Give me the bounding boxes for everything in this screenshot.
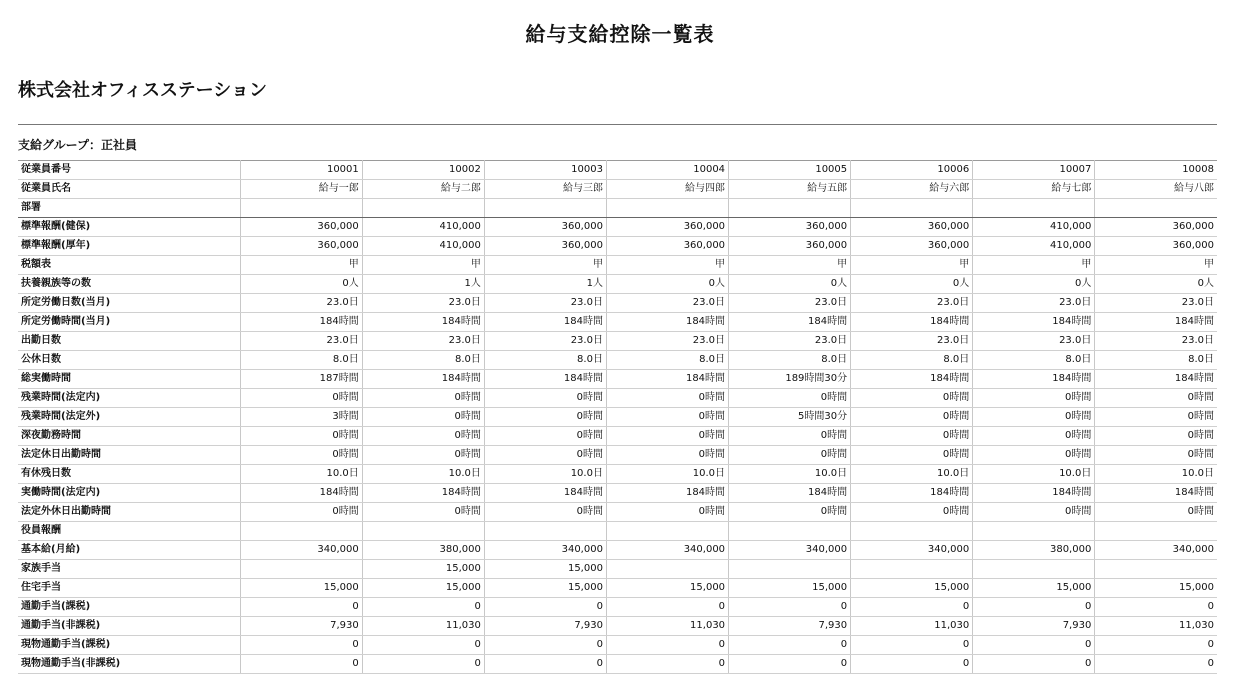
table-cell: 0人: [1095, 275, 1217, 294]
table-cell: 0時間: [729, 503, 851, 522]
table-cell: 0: [729, 598, 851, 617]
table-cell: 甲: [606, 256, 728, 275]
table-cell: 8.0日: [240, 351, 362, 370]
table-cell: 0人: [729, 275, 851, 294]
table-cell: 184時間: [729, 313, 851, 332]
row-label: 扶養親族等の数: [18, 275, 240, 294]
row-label: 法定外休日出勤時間: [18, 503, 240, 522]
table-cell: 184時間: [973, 313, 1095, 332]
table-row: [18, 199, 1217, 218]
table-cell: 0: [851, 636, 973, 655]
table-cell: 0時間: [362, 408, 484, 427]
table-row: [18, 275, 1217, 294]
table-cell: 340,000: [484, 541, 606, 560]
table-cell: 23.0日: [1095, 332, 1217, 351]
table-cell: 0時間: [1095, 446, 1217, 465]
table-cell: 23.0日: [362, 332, 484, 351]
table-cell: 7,930: [973, 617, 1095, 636]
table-cell: 10.0日: [606, 465, 728, 484]
table-cell: 0時間: [973, 446, 1095, 465]
table-cell: 0人: [606, 275, 728, 294]
table-cell: [484, 522, 606, 541]
row-label: 出勤日数: [18, 332, 240, 351]
table-cell: 8.0日: [1095, 351, 1217, 370]
row-label: 通勤手当(課税): [18, 598, 240, 617]
table-cell: 甲: [729, 256, 851, 275]
table-row: [18, 313, 1217, 332]
table-cell: 甲: [484, 256, 606, 275]
table-cell: 15,000: [1095, 579, 1217, 598]
table-cell: 10.0日: [362, 465, 484, 484]
table-cell: 15,000: [240, 579, 362, 598]
table-cell: 0時間: [851, 389, 973, 408]
table-row: [18, 617, 1217, 636]
group-label: 支給グループ：正社員: [18, 138, 138, 152]
table-cell: [973, 199, 1095, 218]
table-cell: 184時間: [362, 313, 484, 332]
table-cell: 給与一郎: [240, 180, 362, 199]
table-cell: 184時間: [973, 370, 1095, 389]
table-cell: [851, 522, 973, 541]
table-cell: 0時間: [973, 408, 1095, 427]
table-cell: 10002: [362, 161, 484, 180]
table-cell: 360,000: [851, 237, 973, 256]
table-cell: 0時間: [973, 427, 1095, 446]
table-cell: 0: [240, 655, 362, 674]
table-row: [18, 522, 1217, 541]
table-cell: 0時間: [729, 446, 851, 465]
table-cell: [606, 522, 728, 541]
table-row: [18, 332, 1217, 351]
table-cell: 23.0日: [729, 332, 851, 351]
row-label: 有休残日数: [18, 465, 240, 484]
table-cell: 23.0日: [484, 294, 606, 313]
table-cell: 360,000: [240, 218, 362, 237]
table-cell: 10004: [606, 161, 728, 180]
row-label: 実働時間(法定内): [18, 484, 240, 503]
table-cell: 360,000: [729, 218, 851, 237]
table-cell: 10.0日: [851, 465, 973, 484]
row-label: 総実働時間: [18, 370, 240, 389]
table-cell: 11,030: [1095, 617, 1217, 636]
table-cell: 0: [362, 598, 484, 617]
table-cell: 184時間: [851, 484, 973, 503]
table-cell: 0: [1095, 598, 1217, 617]
table-cell: 0時間: [973, 503, 1095, 522]
table-cell: 0人: [851, 275, 973, 294]
table-cell: [240, 522, 362, 541]
table-cell: 10003: [484, 161, 606, 180]
table-cell: 0時間: [606, 446, 728, 465]
table-cell: 184時間: [851, 313, 973, 332]
table-cell: [973, 522, 1095, 541]
table-cell: 189時間30分: [729, 370, 851, 389]
table-cell: 0: [362, 655, 484, 674]
table-row: [18, 256, 1217, 275]
table-cell: 360,000: [729, 237, 851, 256]
table-cell: [729, 560, 851, 579]
table-cell: 184時間: [606, 370, 728, 389]
row-label: 税額表: [18, 256, 240, 275]
table-cell: [1095, 522, 1217, 541]
table-cell: 1人: [362, 275, 484, 294]
table-cell: 184時間: [484, 313, 606, 332]
table-row: [18, 389, 1217, 408]
table-cell: 7,930: [729, 617, 851, 636]
table-cell: 8.0日: [362, 351, 484, 370]
table-cell: 0時間: [484, 389, 606, 408]
table-cell: 184時間: [362, 484, 484, 503]
table-cell: 11,030: [606, 617, 728, 636]
table-cell: 410,000: [362, 218, 484, 237]
table-cell: 0時間: [362, 503, 484, 522]
table-cell: 0時間: [851, 503, 973, 522]
row-label: 通勤手当(非課税): [18, 617, 240, 636]
header-divider: [18, 124, 1217, 125]
table-cell: 23.0日: [851, 332, 973, 351]
table-row: [18, 655, 1217, 674]
table-cell: 23.0日: [362, 294, 484, 313]
table-cell: [973, 560, 1095, 579]
table-cell: 0時間: [1095, 408, 1217, 427]
table-cell: 11,030: [362, 617, 484, 636]
table-row: [18, 180, 1217, 199]
table-cell: 0: [973, 598, 1095, 617]
table-cell: 0: [729, 655, 851, 674]
table-row: [18, 579, 1217, 598]
table-cell: 0: [973, 636, 1095, 655]
table-cell: 10007: [973, 161, 1095, 180]
table-cell: 0: [1095, 655, 1217, 674]
table-cell: 11,030: [851, 617, 973, 636]
table-cell: 340,000: [606, 541, 728, 560]
table-row: [18, 484, 1217, 503]
table-row: [18, 427, 1217, 446]
table-cell: 23.0日: [973, 332, 1095, 351]
table-cell: 23.0日: [851, 294, 973, 313]
table-cell: 1人: [484, 275, 606, 294]
table-row: [18, 218, 1217, 237]
row-label: 基本給(月給): [18, 541, 240, 560]
table-cell: 15,000: [362, 579, 484, 598]
table-cell: 甲: [973, 256, 1095, 275]
table-cell: 給与四郎: [606, 180, 728, 199]
table-cell: 380,000: [973, 541, 1095, 560]
row-label: 現物通勤手当(課税): [18, 636, 240, 655]
table-cell: 15,000: [851, 579, 973, 598]
table-cell: 184時間: [484, 484, 606, 503]
table-row: [18, 636, 1217, 655]
row-label: 家族手当: [18, 560, 240, 579]
table-cell: 340,000: [240, 541, 362, 560]
table-cell: 0時間: [973, 389, 1095, 408]
row-label: 深夜勤務時間: [18, 427, 240, 446]
report-title: 給与支給控除一覧表: [525, 22, 715, 46]
table-cell: 184時間: [973, 484, 1095, 503]
table-cell: 10.0日: [973, 465, 1095, 484]
table-cell: 0時間: [240, 446, 362, 465]
table-cell: 10001: [240, 161, 362, 180]
table-cell: 0: [729, 636, 851, 655]
table-cell: 甲: [1095, 256, 1217, 275]
table-cell: 23.0日: [240, 294, 362, 313]
table-cell: [729, 522, 851, 541]
table-cell: 410,000: [973, 218, 1095, 237]
row-label: 残業時間(法定内): [18, 389, 240, 408]
table-cell: 184時間: [362, 370, 484, 389]
table-cell: 0時間: [606, 427, 728, 446]
table-cell: 0時間: [484, 408, 606, 427]
table-cell: 0: [240, 598, 362, 617]
table-cell: 184時間: [851, 370, 973, 389]
table-row: [18, 465, 1217, 484]
row-label: 従業員氏名: [18, 180, 240, 199]
payroll-table: [18, 160, 1217, 674]
table-cell: 0: [973, 655, 1095, 674]
table-cell: 360,000: [484, 237, 606, 256]
table-cell: 360,000: [1095, 218, 1217, 237]
table-cell: 0時間: [362, 446, 484, 465]
row-label: 所定労働日数(当月): [18, 294, 240, 313]
row-label: 現物通勤手当(非課税): [18, 655, 240, 674]
table-cell: 23.0日: [606, 332, 728, 351]
table-cell: 0: [1095, 636, 1217, 655]
table-cell: 0: [362, 636, 484, 655]
table-cell: 給与二郎: [362, 180, 484, 199]
table-cell: 184時間: [1095, 313, 1217, 332]
table-cell: [729, 199, 851, 218]
table-cell: [606, 560, 728, 579]
table-cell: 10.0日: [240, 465, 362, 484]
table-cell: 15,000: [484, 560, 606, 579]
table-cell: [362, 199, 484, 218]
table-cell: 10006: [851, 161, 973, 180]
table-cell: 10008: [1095, 161, 1217, 180]
table-cell: 23.0日: [484, 332, 606, 351]
table-cell: 15,000: [484, 579, 606, 598]
table-cell: 5時間30分: [729, 408, 851, 427]
table-cell: 0時間: [1095, 503, 1217, 522]
table-cell: 給与七郎: [973, 180, 1095, 199]
table-row: [18, 370, 1217, 389]
table-cell: 10.0日: [1095, 465, 1217, 484]
table-row: [18, 408, 1217, 427]
table-cell: 184時間: [606, 484, 728, 503]
table-cell: 10005: [729, 161, 851, 180]
table-cell: 0時間: [362, 389, 484, 408]
table-cell: 3時間: [240, 408, 362, 427]
table-cell: 184時間: [240, 484, 362, 503]
table-row: [18, 294, 1217, 313]
payroll-table-body: [18, 161, 1217, 674]
table-cell: 8.0日: [973, 351, 1095, 370]
row-label: 住宅手当: [18, 579, 240, 598]
table-cell: 23.0日: [606, 294, 728, 313]
table-cell: 給与三郎: [484, 180, 606, 199]
row-label: 役員報酬: [18, 522, 240, 541]
table-cell: 15,000: [729, 579, 851, 598]
table-cell: 15,000: [362, 560, 484, 579]
table-cell: [1095, 560, 1217, 579]
row-label: 部署: [18, 199, 240, 218]
table-cell: 380,000: [362, 541, 484, 560]
table-cell: 0: [484, 636, 606, 655]
row-label: 法定休日出勤時間: [18, 446, 240, 465]
table-cell: 0時間: [729, 427, 851, 446]
table-cell: 184時間: [606, 313, 728, 332]
table-row: [18, 503, 1217, 522]
table-row: [18, 446, 1217, 465]
table-cell: 0時間: [851, 446, 973, 465]
table-cell: [1095, 199, 1217, 218]
table-cell: 0時間: [606, 503, 728, 522]
table-cell: [606, 199, 728, 218]
table-row: [18, 541, 1217, 560]
row-label: 標準報酬(健保): [18, 218, 240, 237]
table-cell: 0: [606, 598, 728, 617]
table-cell: 0: [606, 636, 728, 655]
table-cell: 0時間: [240, 503, 362, 522]
row-label: 所定労働時間(当月): [18, 313, 240, 332]
company-name: 株式会社オフィスステーション: [18, 80, 267, 101]
table-cell: 0: [484, 655, 606, 674]
table-cell: 0人: [973, 275, 1095, 294]
table-cell: 184時間: [1095, 484, 1217, 503]
table-cell: [240, 560, 362, 579]
table-cell: 8.0日: [606, 351, 728, 370]
table-cell: 0: [851, 598, 973, 617]
row-label: 公休日数: [18, 351, 240, 370]
table-cell: 7,930: [484, 617, 606, 636]
table-cell: 23.0日: [1095, 294, 1217, 313]
table-cell: 甲: [240, 256, 362, 275]
table-cell: 0時間: [484, 446, 606, 465]
table-cell: 0時間: [606, 389, 728, 408]
table-cell: 甲: [362, 256, 484, 275]
table-cell: 410,000: [973, 237, 1095, 256]
row-label: 標準報酬(厚年): [18, 237, 240, 256]
table-cell: 0時間: [240, 427, 362, 446]
table-cell: 410,000: [362, 237, 484, 256]
table-cell: 23.0日: [973, 294, 1095, 313]
table-cell: 0: [851, 655, 973, 674]
table-cell: 甲: [851, 256, 973, 275]
table-cell: 0時間: [484, 503, 606, 522]
table-cell: 8.0日: [851, 351, 973, 370]
table-cell: 0: [606, 655, 728, 674]
table-cell: 340,000: [729, 541, 851, 560]
table-cell: 184時間: [240, 313, 362, 332]
table-cell: 15,000: [606, 579, 728, 598]
table-cell: 0人: [240, 275, 362, 294]
table-cell: 184時間: [1095, 370, 1217, 389]
table-row: [18, 237, 1217, 256]
table-cell: 給与五郎: [729, 180, 851, 199]
table-cell: 8.0日: [484, 351, 606, 370]
table-cell: 0時間: [1095, 427, 1217, 446]
table-cell: [851, 560, 973, 579]
table-row: [18, 598, 1217, 617]
table-row: [18, 560, 1217, 579]
table-cell: 340,000: [851, 541, 973, 560]
table-cell: 184時間: [484, 370, 606, 389]
table-cell: 10.0日: [484, 465, 606, 484]
table-cell: 360,000: [240, 237, 362, 256]
table-cell: [362, 522, 484, 541]
table-cell: 0: [484, 598, 606, 617]
table-cell: 360,000: [851, 218, 973, 237]
table-cell: 360,000: [484, 218, 606, 237]
table-cell: 0時間: [851, 408, 973, 427]
table-cell: 184時間: [729, 484, 851, 503]
table-cell: 0時間: [484, 427, 606, 446]
table-cell: 187時間: [240, 370, 362, 389]
table-cell: 360,000: [606, 237, 728, 256]
row-label: 残業時間(法定外): [18, 408, 240, 427]
table-cell: 0時間: [851, 427, 973, 446]
table-cell: 0時間: [362, 427, 484, 446]
table-cell: 0時間: [606, 408, 728, 427]
table-cell: [240, 199, 362, 218]
table-cell: 10.0日: [729, 465, 851, 484]
table-cell: 360,000: [606, 218, 728, 237]
row-label: 従業員番号: [18, 161, 240, 180]
table-row: [18, 161, 1217, 180]
table-cell: 23.0日: [729, 294, 851, 313]
table-cell: 360,000: [1095, 237, 1217, 256]
table-cell: 給与六郎: [851, 180, 973, 199]
table-cell: 0時間: [1095, 389, 1217, 408]
table-cell: 給与八郎: [1095, 180, 1217, 199]
table-cell: [484, 199, 606, 218]
table-cell: 0時間: [729, 389, 851, 408]
table-cell: 23.0日: [240, 332, 362, 351]
table-cell: 0時間: [240, 389, 362, 408]
table-cell: 340,000: [1095, 541, 1217, 560]
table-cell: 8.0日: [729, 351, 851, 370]
table-row: [18, 351, 1217, 370]
table-cell: 15,000: [973, 579, 1095, 598]
table-cell: 0: [240, 636, 362, 655]
table-cell: [851, 199, 973, 218]
table-cell: 7,930: [240, 617, 362, 636]
